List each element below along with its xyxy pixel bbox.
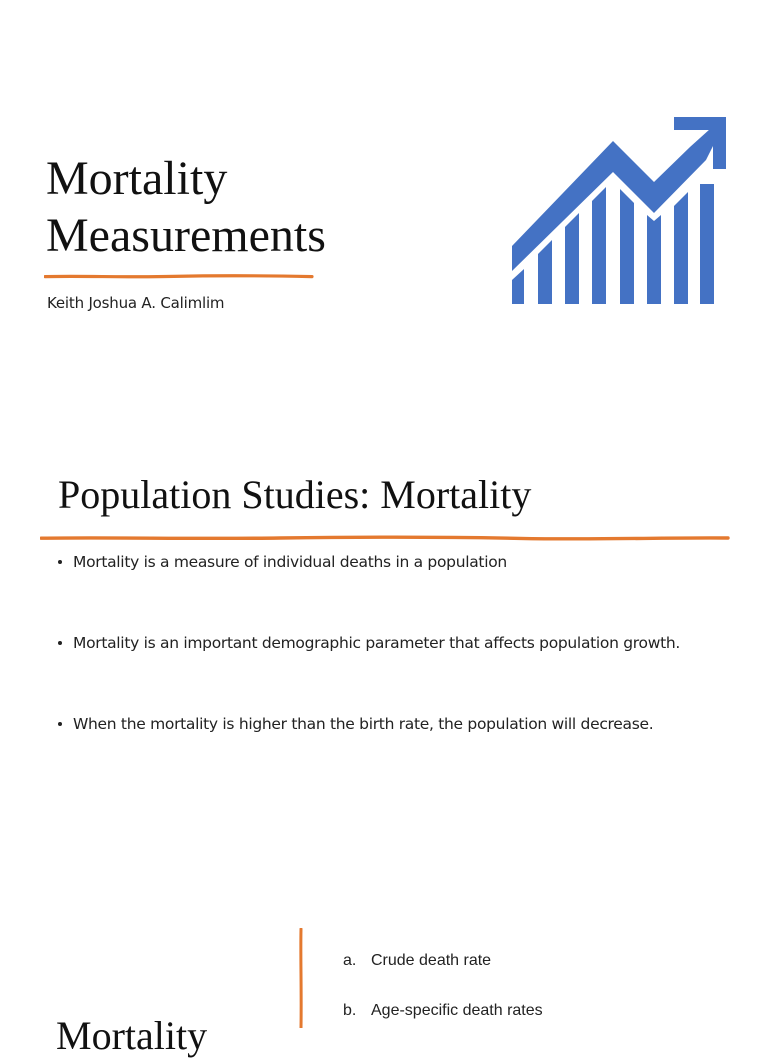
bullet-icon [58, 560, 62, 564]
list-text: Age-specific death rates [371, 1002, 543, 1019]
bullet-item [56, 715, 680, 796]
bullet-icon [58, 722, 62, 726]
bullet-item [56, 634, 680, 715]
slide-mortality-measures [0, 900, 768, 1058]
bullet-text: When the mortality is higher than the birth rate, the population will decrease. [73, 715, 654, 733]
slide-heading-partial: Mortality [56, 1013, 208, 1058]
heading-underline [40, 535, 730, 541]
slide-population-studies [0, 440, 768, 880]
author-name: Keith Joshua A. Calimlim [47, 294, 225, 312]
slide-title [0, 0, 768, 420]
list-marker: b. [343, 1002, 357, 1019]
list-item [343, 1002, 543, 1052]
bullet-text: Mortality is an important demographic parameter that affects population growth. [73, 634, 681, 652]
bullet-item [56, 553, 680, 634]
slide-heading: Population Studies: Mortality [58, 472, 532, 517]
vertical-divider [299, 928, 303, 1028]
list-text: Crude death rate [371, 952, 492, 969]
bullet-icon [58, 641, 62, 645]
title-underline [44, 274, 314, 279]
title-line-2: Measurements [46, 209, 326, 262]
list-marker: a. [343, 952, 357, 969]
trending-up-bar-chart-icon [510, 114, 730, 309]
measures-list [343, 952, 543, 1052]
list-item [343, 952, 543, 1002]
presentation-title [46, 150, 326, 264]
title-line-1: Mortality [46, 152, 228, 205]
bullet-list [56, 553, 680, 796]
bullet-text: Mortality is a measure of individual deaths in a population [73, 553, 507, 571]
